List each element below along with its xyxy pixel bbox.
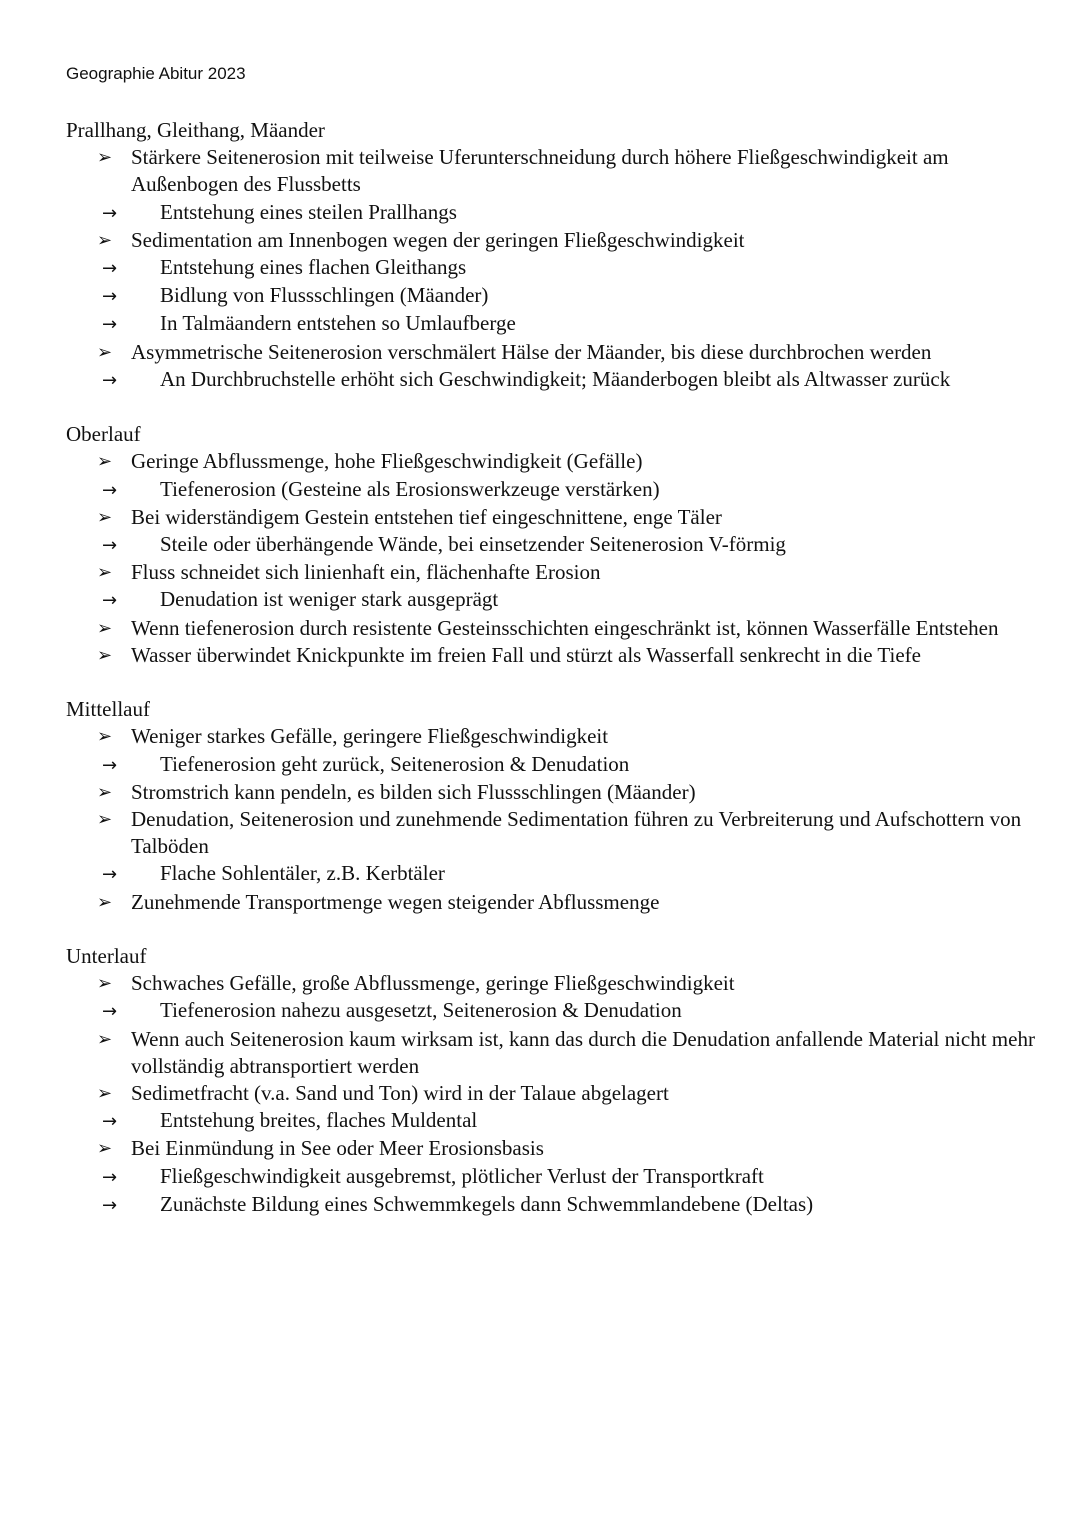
- list-item: [66, 615, 1056, 642]
- arrowhead-bullet-icon: ➢: [97, 229, 113, 251]
- arrowhead-bullet-icon: ➢: [97, 726, 113, 748]
- sub-point-text: Entstehung eines flachen Gleithangs: [160, 255, 467, 280]
- right-arrow-icon: →: [102, 369, 118, 391]
- list-item-text: Asymmetrische Seitenerosion verschmälert Hälse der Mäander, bis diese durchbrochen werden: [131, 339, 932, 364]
- sub-point: [102, 860, 1056, 888]
- list-item: [66, 806, 1056, 889]
- list-item-text: Bei Einmündung in See oder Meer Erosionsbasis: [131, 1136, 544, 1161]
- sub-point-text: Flache Sohlentäler, z.B. Kerbtäler: [160, 861, 445, 886]
- bullet-list: [66, 144, 1056, 394]
- right-arrow-icon: →: [102, 1194, 118, 1216]
- right-arrow-icon: →: [102, 1111, 118, 1133]
- list-item-text: Wasser überwindet Knickpunkte im freien Fall und stürzt als Wasserfall senkrecht in die Tiefe: [131, 642, 921, 667]
- sub-point: [102, 997, 1056, 1025]
- list-item: [66, 339, 1056, 394]
- section-title: Oberlauf: [66, 422, 141, 447]
- section-1: [66, 117, 1056, 394]
- arrowhead-bullet-icon: ➢: [97, 451, 113, 473]
- list-item-text: Stromstrich kann pendeln, es bilden sich Flussschlingen (Mäander): [131, 779, 696, 804]
- list-item: [66, 144, 1056, 227]
- section-title: Unterlauf: [66, 944, 147, 969]
- list-item-text: Geringe Abflussmenge, hohe Fließgeschwindigkeit (Gefälle): [131, 449, 643, 474]
- list-item: [66, 1026, 1056, 1080]
- list-item: [66, 779, 1056, 806]
- right-arrow-icon: →: [102, 590, 118, 612]
- sub-point-text: Fließgeschwindigkeit ausgebremst, plötlicher Verlust der Transportkraft: [160, 1163, 764, 1188]
- section-2: [66, 421, 1056, 669]
- list-item: [66, 970, 1056, 1025]
- sub-point-text: Tiefenerosion (Gesteine als Erosionswerkzeuge verstärken): [160, 476, 660, 501]
- bullet-list: [66, 970, 1056, 1219]
- list-item: [66, 227, 1056, 339]
- list-item-text: Zunehmende Transportmenge wegen steigender Abflussmenge: [131, 889, 660, 914]
- sub-point: [102, 254, 1056, 282]
- sub-point: [102, 1107, 1056, 1135]
- list-item: [66, 559, 1056, 614]
- list-item: [66, 889, 1056, 916]
- section-title: Prallhang, Gleithang, Mäander: [66, 118, 325, 142]
- sub-point: [102, 1191, 1056, 1219]
- sub-point: [102, 282, 1056, 310]
- right-arrow-icon: →: [102, 286, 118, 308]
- right-arrow-icon: →: [102, 1001, 118, 1023]
- arrowhead-bullet-icon: ➢: [97, 1083, 113, 1105]
- list-item: [66, 448, 1056, 503]
- list-item: [66, 723, 1056, 778]
- list-item-text: Wenn auch Seitenerosion kaum wirksam ist, kann das durch die Denudation anfallende Material nicht mehr vollständig abtransportiert werden: [131, 1026, 1035, 1078]
- arrowhead-bullet-icon: ➢: [97, 562, 113, 584]
- right-arrow-icon: →: [102, 314, 118, 336]
- sub-point: [102, 199, 1056, 227]
- sub-point: [102, 531, 1056, 559]
- sub-point-text: Zunächste Bildung eines Schwemmkegels dann Schwemmlandebene (Deltas): [160, 1191, 814, 1216]
- list-item-text: Schwaches Gefälle, große Abflussmenge, geringe Fließgeschwindigkeit: [131, 971, 735, 996]
- list-item: [66, 642, 1056, 669]
- sub-point: [102, 1163, 1056, 1191]
- arrowhead-bullet-icon: ➢: [97, 341, 113, 363]
- right-arrow-icon: →: [102, 535, 118, 557]
- sub-point-text: Entstehung breites, flaches Muldental: [160, 1108, 478, 1133]
- sub-point-text: Steile oder überhängende Wände, bei einsetzender Seitenerosion V-förmig: [160, 532, 786, 557]
- arrowhead-bullet-icon: ➢: [97, 973, 113, 995]
- list-item-text: Stärkere Seitenerosion mit teilweise Uferunterschneidung durch höhere Fließgeschwindigkeit am Außenbogen des Flussbetts: [131, 145, 949, 197]
- list-item: [66, 1080, 1056, 1135]
- sub-point: [102, 476, 1056, 504]
- list-item: [66, 504, 1056, 559]
- sub-point-text: An Durchbruchstelle erhöht sich Geschwindigkeit; Mäanderbogen bleibt als Altwasser zurück: [160, 366, 951, 391]
- arrowhead-bullet-icon: ➢: [97, 617, 113, 639]
- right-arrow-icon: →: [102, 202, 118, 224]
- right-arrow-icon: →: [102, 864, 118, 886]
- bullet-list: [66, 723, 1056, 915]
- arrowhead-bullet-icon: ➢: [97, 147, 113, 169]
- right-arrow-icon: →: [102, 754, 118, 776]
- sub-point-text: In Talmäandern entstehen so Umlaufberge: [160, 311, 516, 336]
- document-header: Geographie Abitur 2023: [66, 64, 246, 83]
- list-item-text: Weniger starkes Gefälle, geringere Fließgeschwindigkeit: [131, 724, 609, 749]
- arrowhead-bullet-icon: ➢: [97, 506, 113, 528]
- list-item-text: Bei widerständigem Gestein entstehen tief eingeschnittene, enge Täler: [131, 504, 722, 529]
- list-item-text: Fluss schneidet sich linienhaft ein, flächenhafte Erosion: [131, 560, 601, 585]
- right-arrow-icon: →: [102, 258, 118, 280]
- arrowhead-bullet-icon: ➢: [97, 1138, 113, 1160]
- arrowhead-bullet-icon: ➢: [97, 781, 113, 803]
- arrowhead-bullet-icon: ➢: [97, 809, 113, 831]
- sub-point-text: Entstehung eines steilen Prallhangs: [160, 199, 457, 224]
- sub-point: [102, 751, 1056, 779]
- right-arrow-icon: →: [102, 479, 118, 501]
- list-item-text: Sedimetfracht (v.a. Sand und Ton) wird in der Talaue abgelagert: [131, 1081, 669, 1106]
- list-item: [66, 1135, 1056, 1219]
- arrowhead-bullet-icon: ➢: [97, 891, 113, 913]
- section-title: Mittellauf: [66, 697, 150, 722]
- sub-point-text: Bidlung von Flussschlingen (Mäander): [160, 283, 489, 308]
- bullet-list: [66, 448, 1056, 669]
- sub-point-text: Tiefenerosion geht zurück, Seitenerosion & Denudation: [160, 751, 630, 776]
- arrowhead-bullet-icon: ➢: [97, 644, 113, 666]
- sub-point: [102, 310, 1056, 338]
- document-content: [66, 117, 1056, 1219]
- list-item-text: Sedimentation am Innenbogen wegen der geringen Fließgeschwindigkeit: [131, 227, 745, 252]
- sub-point: [102, 366, 1056, 394]
- section-4: [66, 943, 1056, 1219]
- arrowhead-bullet-icon: ➢: [97, 1028, 113, 1050]
- section-3: [66, 696, 1056, 916]
- list-item-text: Wenn tiefenerosion durch resistente Gesteinsschichten eingeschränkt ist, können Wasserfälle Entstehen: [131, 615, 999, 640]
- sub-point: [102, 586, 1056, 614]
- sub-point-text: Tiefenerosion nahezu ausgesetzt, Seitenerosion & Denudation: [160, 998, 682, 1023]
- right-arrow-icon: →: [102, 1166, 118, 1188]
- sub-point-text: Denudation ist weniger stark ausgeprägt: [160, 587, 499, 612]
- list-item-text: Denudation, Seitenerosion und zunehmende Sedimentation führen zu Verbreiterung und Aufschottern von Talböden: [131, 807, 1022, 859]
